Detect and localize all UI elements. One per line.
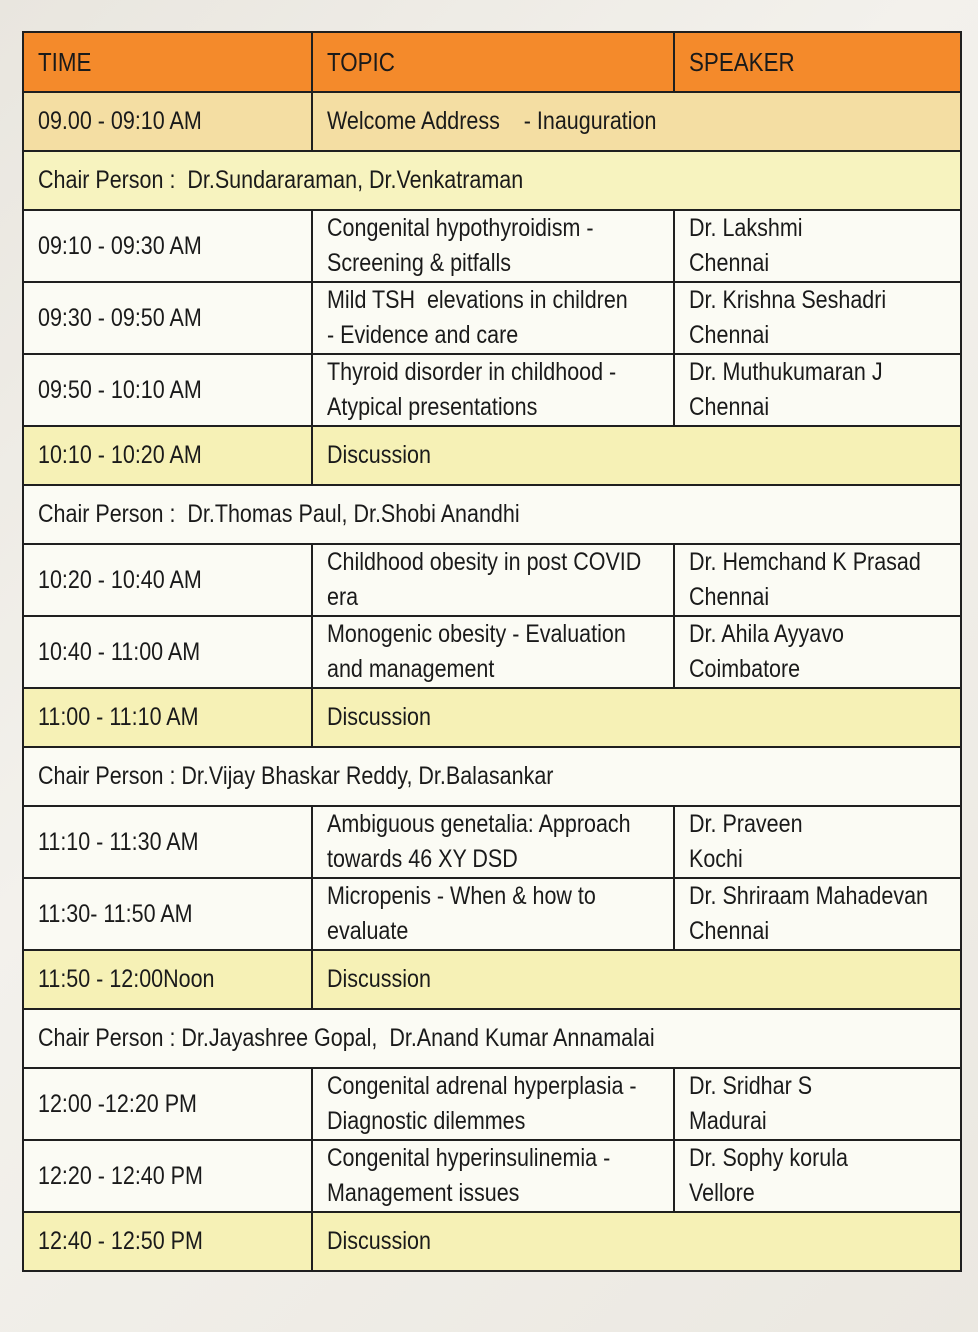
time-cell: 11:30- 11:50 AM [23,878,312,950]
speaker-cell: Dr. Ahila Ayyavo Coimbatore [674,616,961,688]
speaker-cell: Dr. Krishna Seshadri Chennai [674,282,961,354]
talk-row [23,1068,961,1140]
talk-row [23,806,961,878]
header-time: TIME [23,32,312,92]
talk-row [23,616,961,688]
talk-row [23,1140,961,1212]
topic-cell: Congenital hypothyroidism - Screening & pitfalls [312,210,674,282]
topic-cell: Mild TSH elevations in children - Evidence and care [312,282,674,354]
speaker-cell: Dr. Sridhar S Madurai [674,1068,961,1140]
topic-cell: Congenital hyperinsulinemia - Management issues [312,1140,674,1212]
chair-cell: Chair Person : Dr.Vijay Bhaskar Reddy, Dr.Balasankar [23,747,961,806]
time-cell: 11:10 - 11:30 AM [23,806,312,878]
topic-cell: Micropenis - When & how to evaluate [312,878,674,950]
time-cell: 10:40 - 11:00 AM [23,616,312,688]
chair-row [23,151,961,210]
speaker-cell: Dr. Praveen Kochi [674,806,961,878]
chair-cell: Chair Person : Dr.Thomas Paul, Dr.Shobi Anandhi [23,485,961,544]
chair-cell: Chair Person : Dr.Jayashree Gopal, Dr.Anand Kumar Annamalai [23,1009,961,1068]
discussion-row [23,1212,961,1271]
time-cell: 09:30 - 09:50 AM [23,282,312,354]
schedule-body [23,32,961,1271]
chair-row [23,1009,961,1068]
topic-cell: Childhood obesity in post COVID era [312,544,674,616]
topic-cell: Discussion [312,688,961,747]
schedule-table [22,31,962,1272]
time-cell: 09:10 - 09:30 AM [23,210,312,282]
speaker-cell: Dr. Hemchand K Prasad Chennai [674,544,961,616]
speaker-cell: Dr. Lakshmi Chennai [674,210,961,282]
speaker-cell: Dr. Muthukumaran J Chennai [674,354,961,426]
header-speaker: SPEAKER [674,32,961,92]
talk-row [23,210,961,282]
talk-row [23,544,961,616]
speaker-cell: Dr. Shriraam Mahadevan Chennai [674,878,961,950]
time-cell: 11:00 - 11:10 AM [23,688,312,747]
talk-row [23,354,961,426]
topic-cell: Congenital adrenal hyperplasia - Diagnostic dilemmes [312,1068,674,1140]
chair-row [23,485,961,544]
chair-row [23,747,961,806]
talk-row [23,282,961,354]
time-cell: 10:10 - 10:20 AM [23,426,312,485]
topic-cell: Discussion [312,1212,961,1271]
time-cell: 12:20 - 12:40 PM [23,1140,312,1212]
topic-cell: Ambiguous genetalia: Approach towards 46 XY DSD [312,806,674,878]
time-cell: 11:50 - 12:00Noon [23,950,312,1009]
discussion-row [23,688,961,747]
topic-cell: Thyroid disorder in childhood - Atypical presentations [312,354,674,426]
chair-cell: Chair Person : Dr.Sundararaman, Dr.Venkatraman [23,151,961,210]
header-topic: TOPIC [312,32,674,92]
topic-cell: Discussion [312,426,961,485]
header-row [23,32,961,92]
time-cell: 12:00 -12:20 PM [23,1068,312,1140]
discussion-row [23,950,961,1009]
time-cell: 09:50 - 10:10 AM [23,354,312,426]
schedule-sheet [22,31,960,1272]
time-cell: 09.00 - 09:10 AM [23,92,312,151]
topic-cell: Discussion [312,950,961,1009]
topic-cell: Welcome Address - Inauguration [312,92,961,151]
time-cell: 10:20 - 10:40 AM [23,544,312,616]
topic-cell: Monogenic obesity - Evaluation and management [312,616,674,688]
speaker-cell: Dr. Sophy korula Vellore [674,1140,961,1212]
welcome-row [23,92,961,151]
talk-row [23,878,961,950]
discussion-row [23,426,961,485]
time-cell: 12:40 - 12:50 PM [23,1212,312,1271]
